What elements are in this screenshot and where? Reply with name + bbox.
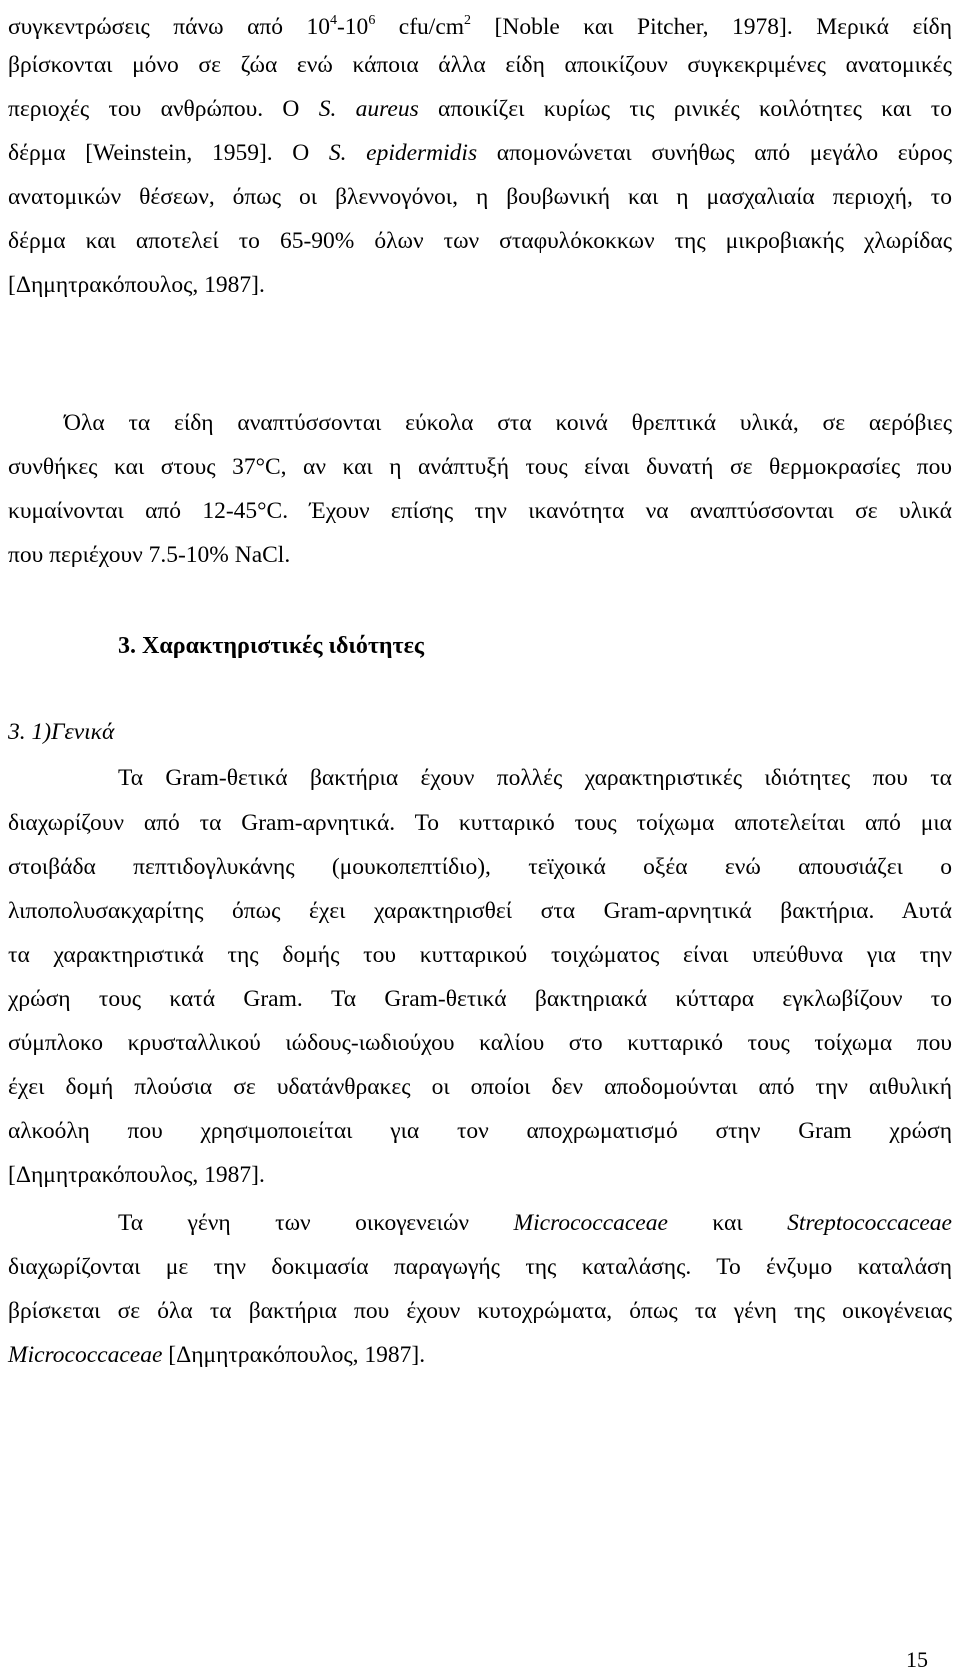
text-run: [Δημητρακόπουλος, 1987]. xyxy=(162,1342,426,1368)
paragraph-1-line-2: βρίσκονται μόνο σε ζώα ενώ κάποια άλλα είδη αποικίζουν συγκεκριμένες ανατομικές xyxy=(8,52,952,78)
paragraph-3-line-4: λιποπολυσακχαρίτης όπως έχει χαρακτηρισθεί στα Gram-αρνητικά βακτήρια. Αυτά xyxy=(8,898,952,924)
species-name: S. epidermidis xyxy=(328,140,478,166)
paragraph-1-line-5: ανατομικών θέσεων, όπως οι βλεννογόνοι, η βουβωνική και η μασχαλιαία περιοχή, το xyxy=(8,184,952,210)
family-name: Micrococcaceae xyxy=(8,1342,163,1368)
paragraph-3-line-3: στοιβάδα πεπτιδογλυκάνης (μουκοπεπτίδιο), τεϊχοικά οξέα ενώ απουσιάζει ο xyxy=(8,854,952,880)
paragraph-2-line-3: κυμαίνονται από 12-45°C. Έχουν επίσης την ικανότητα να αναπτύσσονται σε υλικά xyxy=(8,498,952,524)
paragraph-2-line-4: που περιέχουν 7.5-10% NaCl. xyxy=(8,542,291,568)
text-run: Τα γένη των οικογενειών xyxy=(118,1210,514,1236)
paragraph-1-line-4 xyxy=(8,138,952,168)
paragraph-3-line-8: έχει δομή πλούσια σε υδατάνθρακες οι οποίοι δεν αποδομούνται από την αιθυλική xyxy=(8,1074,952,1100)
paragraph-4-line-4 xyxy=(8,1340,952,1370)
paragraph-3-line-7: σύμπλοκο κρυσταλλικού ιώδους-ιωδιούχου καλίου στο κυτταρικό τους τοίχωμα που xyxy=(8,1030,952,1056)
paragraph-3-line-9: αλκοόλη που χρησιμοποιείται για τον αποχρωματισμό στην Gram χρώση xyxy=(8,1118,952,1144)
paragraph-3-line-2: διαχωρίζουν από τα Gram-αρνητικά. Το κυτταρικό τους τοίχωμα αποτελείται από μια xyxy=(8,810,952,836)
superscript: 4 xyxy=(329,13,337,28)
paragraph-3-line-10: [Δημητρακόπουλος, 1987]. xyxy=(8,1162,265,1188)
paragraph-4-line-3: βρίσκεται σε όλα τα βακτήρια που έχουν κυτοχρώματα, όπως τα γένη της οικογένειας xyxy=(8,1298,952,1324)
paragraph-2-line-2: συνθήκες και στους 37°C, αν και η ανάπτυξή τους είναι δυνατή σε θερμοκρασίες που xyxy=(8,454,952,480)
superscript: 6 xyxy=(368,13,376,28)
paragraph-1-line-6: δέρμα και αποτελεί το 65-90% όλων των σταφυλόκοκκων της μικροβιακής χλωρίδας xyxy=(8,228,952,254)
paragraph-3-line-6: χρώση τους κατά Gram. Τα Gram-θετικά βακτηριακά κύτταρα εγκλωβίζουν το xyxy=(8,986,952,1012)
section-heading: 3. Χαρακτηριστικές ιδιότητες xyxy=(118,633,424,659)
page-number: 15 xyxy=(906,1647,928,1672)
text-run: [Noble και Pitcher, 1978]. Μερικά είδη xyxy=(471,14,952,40)
text-run: cfu/cm xyxy=(375,14,465,40)
text-run: συγκεντρώσεις πάνω από 10 xyxy=(8,14,330,40)
text-run: περιοχές του ανθρώπου. Ο xyxy=(8,96,319,122)
subsection-heading: 3. 1)Γενικά xyxy=(8,719,115,745)
paragraph-3-line-1: Τα Gram-θετικά βακτήρια έχουν πολλές χαρακτηριστικές ιδιότητες που τα xyxy=(118,765,952,791)
paragraph-1-line-7: [Δημητρακόπουλος, 1987]. xyxy=(8,272,265,298)
text-run: και xyxy=(667,1210,788,1236)
paragraph-4-line-2: διαχωρίζονται με την δοκιμασία παραγωγής της καταλάσης. Το ένζυμο καταλάση xyxy=(8,1254,952,1280)
text-run: -10 xyxy=(336,14,369,40)
family-name: Streptococcaceae xyxy=(787,1210,952,1236)
paragraph-1-line-1 xyxy=(8,6,952,42)
text-run: απομονώνεται συνήθως από μεγάλο εύρος xyxy=(477,140,953,166)
text-run: δέρμα [Weinstein, 1959]. Ο xyxy=(8,140,329,166)
superscript: 2 xyxy=(464,13,472,28)
paragraph-1-line-3 xyxy=(8,94,952,124)
paragraph-4-line-1 xyxy=(118,1208,952,1238)
family-name: Micrococcaceae xyxy=(513,1210,668,1236)
species-name: S. aureus xyxy=(318,96,419,122)
paragraph-2-line-1: Όλα τα είδη αναπτύσσονται εύκολα στα κοινά θρεπτικά υλικά, σε αερόβιες xyxy=(64,410,952,436)
paragraph-3-line-5: τα χαρακτηριστικά της δομής του κυτταρικού τοιχώματος είναι υπεύθυνα για την xyxy=(8,942,952,968)
text-run: αποικίζει κυρίως τις ρινικές κοιλότητες και το xyxy=(418,96,953,122)
